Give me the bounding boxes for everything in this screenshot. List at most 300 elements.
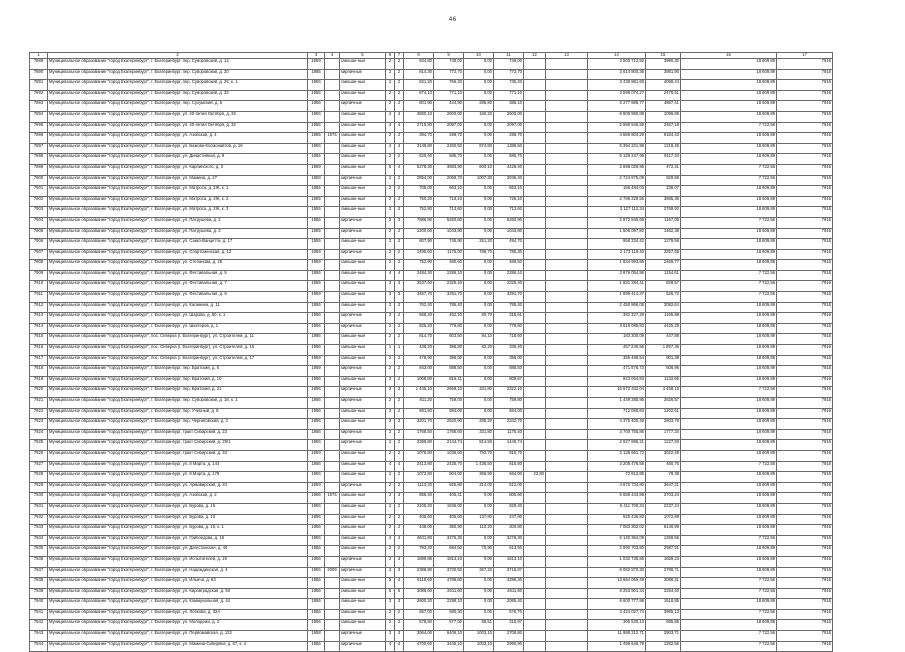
table-cell: 3	[386, 493, 395, 504]
table-cell	[524, 270, 546, 281]
table-cell: 2	[395, 429, 404, 440]
table-cell	[325, 207, 340, 218]
table-row	[30, 292, 833, 303]
table-cell: 2	[386, 133, 395, 144]
table-cell: 1955	[308, 207, 325, 218]
table-cell: 1959	[308, 175, 325, 186]
table-cell	[524, 239, 546, 250]
table-cell: 6140,99	[646, 525, 681, 536]
table-cell: 771,10	[434, 90, 464, 101]
table-cell: смешан-ные	[340, 450, 386, 461]
table-cell: кирпичные	[340, 387, 386, 398]
table-cell: 7 722,56	[681, 641, 777, 652]
table-cell: 745,90	[434, 239, 464, 250]
address-cell: Муниципальное образование "город Екатеринбург", г. Екатеринбург, ул. Патрушева, д. 3	[48, 228, 308, 239]
table-cell: 7907	[30, 249, 48, 260]
table-cell: 4	[395, 578, 404, 589]
table-cell: кирпичные	[340, 556, 386, 567]
table-cell: 600,10	[464, 164, 494, 175]
header-cell: 2	[48, 53, 308, 59]
table-cell: 2	[386, 546, 395, 557]
table-cell: 2	[395, 302, 404, 313]
table-cell: 3	[395, 631, 404, 642]
table-cell: 1956	[308, 609, 325, 620]
table-cell: кирпичные	[340, 641, 386, 652]
table-row	[30, 345, 833, 356]
header-cell: 10	[464, 53, 494, 59]
table-cell: 18 609,89	[681, 101, 777, 112]
table-cell: 705,00	[404, 186, 434, 197]
table-cell: 0,00	[464, 196, 494, 207]
table-cell: 7916	[777, 133, 833, 144]
table-cell	[546, 556, 588, 567]
table-cell: 5	[386, 164, 395, 175]
table-cell: 1386,50	[494, 143, 524, 154]
table-cell	[546, 217, 588, 228]
table-cell: 4	[395, 641, 404, 652]
table-cell: 2600,00	[494, 111, 524, 122]
table-cell: 2715,80	[404, 122, 434, 133]
table-cell: 0,00	[464, 376, 494, 387]
table-cell: 7930	[30, 493, 48, 504]
table-cell: 5	[395, 588, 404, 599]
table-cell	[546, 376, 588, 387]
table-cell: 2626,57	[646, 398, 681, 409]
table-cell: 444,90	[434, 101, 464, 112]
table-cell: 1518,85	[646, 599, 681, 610]
table-cell: 1446,74	[494, 440, 524, 451]
table-cell	[325, 641, 340, 652]
table-cell: 5278,30	[404, 164, 434, 175]
table-row	[30, 239, 833, 250]
address-cell: Муниципальное образование "город Екатеринбург", г. Екатеринбург, пер. Сухумский, д. 5	[48, 101, 308, 112]
table-cell	[524, 429, 546, 440]
table-cell	[325, 313, 340, 324]
table-cell: 7943	[30, 631, 48, 642]
address-cell: Муниципальное образование "город Екатеринбург", г. Екатеринбург, ул. Шарова, д. 50, к. 1	[48, 313, 308, 324]
address-cell: Муниципальное образование "город Екатеринбург", г. Екатеринбург, ул. Азовская, д. 2	[48, 493, 308, 504]
table-cell: 7908	[30, 260, 48, 271]
table-cell: 1956	[308, 313, 325, 324]
table-cell: 0,00	[464, 588, 494, 599]
table-cell: 494,70	[494, 239, 524, 250]
table-cell: 2286,10	[494, 270, 524, 281]
table-cell: 18 609,89	[681, 419, 777, 430]
table-cell: 576,70	[494, 609, 524, 620]
table-cell	[524, 90, 546, 101]
table-cell: 18 609,89	[681, 228, 777, 239]
table-cell: 7916	[777, 461, 833, 472]
table-cell: 1167,05	[646, 217, 681, 228]
table-cell: смешан-ные	[340, 281, 386, 292]
address-cell: Муниципальное образование "город Екатеринбург", г. Екатеринбург, пер. Суворовский, д. 26, к. 1	[48, 80, 308, 91]
table-cell	[546, 398, 588, 409]
table-cell: 1959	[308, 249, 325, 260]
table-cell: 7936	[30, 556, 48, 567]
table-cell: 3276,30	[494, 535, 524, 546]
table-cell: 18 609,89	[681, 260, 777, 271]
table-cell: 3	[395, 217, 404, 228]
table-cell: смешан-ные	[340, 355, 386, 366]
table-row	[30, 376, 833, 387]
table-cell: 958 334,42	[588, 239, 646, 250]
table-row	[30, 535, 833, 546]
table-cell	[325, 440, 340, 451]
table-cell: 578,80	[404, 620, 434, 631]
header-cell: 17	[777, 53, 833, 59]
table-cell: 7916	[777, 620, 833, 631]
table-cell	[546, 175, 588, 186]
table-cell: 7896	[30, 133, 48, 144]
table-cell: 2	[395, 503, 404, 514]
table-cell: 18 609,89	[681, 440, 777, 451]
table-cell	[524, 133, 546, 144]
table-cell: 1956	[308, 217, 325, 228]
table-cell: 7916	[777, 578, 833, 589]
table-cell: 4788,80	[434, 578, 464, 589]
table-cell: 785,40	[434, 302, 464, 313]
table-cell: 7 722,56	[681, 578, 777, 589]
table-cell	[325, 239, 340, 250]
table-cell: 1072,89	[646, 514, 681, 525]
table-cell: смешан-ные	[340, 154, 386, 165]
table-cell: 18 609,89	[681, 186, 777, 197]
table-cell: 2	[386, 313, 395, 324]
table-cell: 3730,50	[434, 567, 464, 578]
table-cell: 3	[386, 599, 395, 610]
table-cell: 16 672 342,04	[588, 387, 646, 398]
table-row	[30, 186, 833, 197]
table-cell: 756,20	[434, 80, 464, 91]
table-cell	[546, 90, 588, 101]
table-cell: 7916	[777, 334, 833, 345]
table-cell: 2	[386, 620, 395, 631]
table-row	[30, 313, 833, 324]
table-cell	[524, 302, 546, 313]
table-cell: 18 609,89	[681, 143, 777, 154]
table-cell: 1959	[308, 450, 325, 461]
table-cell: 1959	[308, 366, 325, 377]
table-cell: 7921	[30, 398, 48, 409]
table-cell: 2 872 845,68	[588, 217, 646, 228]
table-cell: 3990,30	[646, 59, 681, 70]
table-cell: 3	[386, 419, 395, 430]
address-cell: Муниципальное образование "город Екатеринбург", г. Екатеринбург, ул. Первомайская, д. 122	[48, 631, 308, 642]
table-cell: 7 722,56	[681, 631, 777, 642]
address-cell: Муниципальное образование "город Екатеринбург", г. Екатеринбург, ул. Армавирская, д. 24	[48, 482, 308, 493]
table-cell	[325, 599, 340, 610]
table-cell: 7916	[777, 80, 833, 91]
table-cell: 7916	[777, 398, 833, 409]
table-cell: 3981,90	[646, 69, 681, 80]
address-cell: Муниципальное образование "город Екатеринбург", г. Екатеринбург, ул. Коммунальная, д. 44	[48, 599, 308, 610]
table-cell: 1 506 097,80	[588, 228, 646, 239]
table-cell: 3	[386, 387, 395, 398]
table-cell: 7925	[30, 440, 48, 451]
table-cell: 80,70	[464, 313, 494, 324]
table-cell: 2	[395, 249, 404, 260]
table-row	[30, 641, 833, 652]
table-cell	[325, 323, 340, 334]
table-cell: 2	[395, 59, 404, 70]
table-cell: 5	[386, 588, 395, 599]
address-cell: Муниципальное образование "город Екатеринбург", г. Екатеринбург, тракт Сибирский, д. 33	[48, 450, 308, 461]
table-cell: 2	[386, 366, 395, 377]
table-cell: 2537,60	[404, 281, 434, 292]
table-cell: 18 609,89	[681, 408, 777, 419]
table-cell: 2	[386, 323, 395, 334]
table-row	[30, 355, 833, 366]
table-cell: 7926	[30, 450, 48, 461]
table-cell: 0,00	[464, 323, 494, 334]
table-cell: 1956	[308, 503, 325, 514]
table-cell: 4286,30	[494, 578, 524, 589]
table-cell: 7909	[30, 270, 48, 281]
address-cell: Муниципальное образование "город Екатеринбург", г. Екатеринбург, ул. Спортсменская, д. 13	[48, 249, 308, 260]
header-cell: 7	[395, 53, 404, 59]
table-cell: 7916	[777, 567, 833, 578]
table-cell: 1956	[308, 620, 325, 631]
table-cell: 331,80	[464, 429, 494, 440]
table-cell: 366,90	[464, 472, 494, 483]
address-cell: Муниципальное образование "город Екатеринбург", г. Екатеринбург, ул. Фестивальная, д. 7	[48, 281, 308, 292]
table-cell	[524, 281, 546, 292]
table-cell: 1495,50	[404, 249, 434, 260]
address-cell: Муниципальное образование "город Екатеринбург", г. Екатеринбург, ул. Матроса, д. 2Ж, к. 2	[48, 196, 308, 207]
table-cell	[524, 196, 546, 207]
table-cell: 7914	[30, 323, 48, 334]
table-cell: 2325,40	[494, 281, 524, 292]
table-cell: 405,41	[434, 493, 464, 504]
table-cell: 7916	[777, 355, 833, 366]
table-cell: 0,00	[464, 493, 494, 504]
table-cell: 18 609,89	[681, 493, 777, 504]
table-cell: 1007,30	[464, 175, 494, 186]
table-cell: кирпичные	[340, 567, 386, 578]
table-cell: 8 600 777,98	[588, 599, 646, 610]
table-cell: 1975	[325, 493, 340, 504]
table-cell: 7903	[30, 207, 48, 218]
table-cell	[524, 588, 546, 599]
table-cell	[325, 556, 340, 567]
table-cell: 7 722,56	[681, 461, 777, 472]
table-cell: 7916	[777, 631, 833, 642]
table-cell: 923 064,83	[588, 376, 646, 387]
table-cell: 805,60	[494, 493, 524, 504]
table-cell: 2	[386, 472, 395, 483]
table-cell: 1956	[308, 429, 325, 440]
table-cell	[546, 567, 588, 578]
table-cell	[524, 620, 546, 631]
table-cell: 0,00	[464, 408, 494, 419]
table-cell: 7901	[30, 186, 48, 197]
table-cell: 7916	[777, 239, 833, 250]
table-cell: 585,70	[494, 154, 524, 165]
table-cell	[524, 122, 546, 133]
table-cell: 2769,92	[646, 207, 681, 218]
table-cell: 7890	[30, 69, 48, 80]
table-cell: 4	[395, 122, 404, 133]
table-cell: 0,00	[464, 154, 494, 165]
table-cell: 695,86	[646, 620, 681, 631]
address-cell: Муниципальное образование "город Екатеринбург", г. Екатеринбург, ул. Молодежи, д. 2	[48, 620, 308, 631]
table-cell: 4631,80	[404, 535, 434, 546]
table-cell: 7916	[777, 186, 833, 197]
table-cell	[524, 345, 546, 356]
table-cell: 1956	[308, 514, 325, 525]
address-cell: Муниципальное образование "город Екатеринбург", пос. Северка (г. Екатеринбург), ул. Строителей, д. 11	[48, 334, 308, 345]
table-cell	[325, 260, 340, 271]
table-row	[30, 154, 833, 165]
table-cell: 3082,64	[646, 302, 681, 313]
table-cell: 821,20	[404, 80, 434, 91]
table-cell: 1955	[308, 186, 325, 197]
table-cell: смешан-ные	[340, 525, 386, 536]
table-cell: 7 083 302,02	[588, 525, 646, 536]
table-row	[30, 450, 833, 461]
table-cell: 3718,87	[494, 567, 524, 578]
table-cell	[524, 567, 546, 578]
table-cell: 1068,80	[404, 376, 434, 387]
address-cell: Муниципальное образование "город Екатеринбург", г. Екатеринбург, ул. Сакко-Ванцетти, д. 17	[48, 239, 308, 250]
table-cell: 3	[386, 567, 395, 578]
table-cell	[325, 111, 340, 122]
table-cell	[325, 122, 340, 133]
table-cell	[325, 472, 340, 483]
table-cell	[524, 482, 546, 493]
table-cell: 526,72	[646, 292, 681, 303]
table-cell: 7 722,56	[681, 588, 777, 599]
table-cell	[325, 482, 340, 493]
table-cell: смешан-ные	[340, 419, 386, 430]
table-cell: 1 445,10	[404, 387, 434, 398]
table-cell	[325, 175, 340, 186]
table-cell: 1959	[308, 292, 325, 303]
table-cell: 3	[395, 281, 404, 292]
table-row	[30, 143, 833, 154]
table-cell: 0,00	[464, 217, 494, 228]
table-cell: 0,00	[464, 59, 494, 70]
table-cell: 1266,55	[646, 535, 681, 546]
table-cell: 815,80	[494, 461, 524, 472]
table-cell: 315,97	[494, 620, 524, 631]
table-cell: 0,00	[464, 355, 494, 366]
table-cell: 1959	[308, 482, 325, 493]
table-cell	[524, 249, 546, 260]
table-cell: 718,60	[494, 334, 524, 345]
table-cell: 1956	[308, 461, 325, 472]
table-cell: 1 834 993,86	[588, 260, 646, 271]
table-cell: 7938	[30, 578, 48, 589]
table-cell: 1076,80	[404, 450, 434, 461]
table-cell: 5 129 247,99	[588, 154, 646, 165]
table-cell: 7906	[30, 239, 48, 250]
table-cell	[524, 228, 546, 239]
table-cell: 1956	[308, 419, 325, 430]
table-cell: 1956	[308, 567, 325, 578]
table-cell: 829,59	[646, 175, 681, 186]
table-cell	[546, 641, 588, 652]
table-cell: 7916	[777, 281, 833, 292]
table-cell: 7900	[30, 175, 48, 186]
table-cell: 0,00	[464, 302, 494, 313]
table-cell: 3 598 074,27	[588, 90, 646, 101]
address-cell: Муниципальное образование "город Екатеринбург", г. Екатеринбург, ул. Династийная, д. 9	[48, 154, 308, 165]
table-cell: смешан-ные	[340, 133, 386, 144]
table-cell: 7916	[777, 111, 833, 122]
header-cell: 5	[340, 53, 386, 59]
table-cell: 1985	[308, 133, 325, 144]
table-cell: 2 698 028,96	[588, 164, 646, 175]
table-cell: 2144,74	[434, 440, 464, 451]
table-cell	[546, 334, 588, 345]
table-cell: 2286,10	[434, 270, 464, 281]
table-cell: 2325,40	[434, 281, 464, 292]
table-cell	[524, 525, 546, 536]
table-cell: 4	[395, 461, 404, 472]
table-cell: 1956	[308, 408, 325, 419]
address-cell: Муниципальное образование "город Екатеринбург", г. Екатеринбург, ул. Фестивальная, д. 5	[48, 270, 308, 281]
table-cell: 6406,10	[434, 631, 464, 642]
table-cell: 620,40	[404, 154, 434, 165]
header-cell: 15	[646, 53, 681, 59]
table-cell: 771,10	[494, 90, 524, 101]
table-cell: 7939	[30, 588, 48, 599]
table-cell	[546, 249, 588, 260]
table-cell: смешан-ные	[340, 588, 386, 599]
table-cell: 2425,70	[434, 461, 464, 472]
table-cell	[325, 609, 340, 620]
address-cell: Муниципальное образование "город Екатеринбург", г. Екатеринбург, пер. Суворовский, д. 18, к. 1	[48, 398, 308, 409]
table-cell: 7 722,56	[681, 270, 777, 281]
table-cell	[325, 461, 340, 472]
table-cell	[325, 376, 340, 387]
table-cell: 874,10	[404, 90, 434, 101]
table-cell: 1536,00	[434, 503, 464, 514]
address-cell: Муниципальное образование "город Екатеринбург", г. Екатеринбург, пер. Братский, д. 10	[48, 376, 308, 387]
table-cell: 7916	[777, 535, 833, 546]
table-cell	[546, 461, 588, 472]
table-cell: 0,00	[464, 398, 494, 409]
address-cell: Муниципальное образование "город Екатеринбург", г. Екатеринбург, пер. Суворовский, д. 14	[48, 59, 308, 70]
table-cell	[325, 429, 340, 440]
table-row	[30, 270, 833, 281]
table-cell: 156 484,03	[588, 186, 646, 197]
table-cell: 160,20	[464, 111, 494, 122]
table-cell: 7916	[777, 228, 833, 239]
table-cell	[546, 207, 588, 218]
table-cell: 1956	[308, 578, 325, 589]
table-cell: 7923	[30, 419, 48, 430]
table-cell: 4 569 804,29	[588, 133, 646, 144]
table-cell	[546, 503, 588, 514]
table-cell: 438,00	[404, 525, 434, 536]
table-cell: 5 394 221,98	[588, 143, 646, 154]
table-cell: 7916	[777, 366, 833, 377]
table-cell: 295,20	[464, 419, 494, 430]
table-cell: 0,00	[464, 599, 494, 610]
table-cell: 18 609,89	[681, 302, 777, 313]
table-cell: 7916	[777, 472, 833, 483]
table-row	[30, 609, 833, 620]
table-cell: 7940	[30, 599, 48, 610]
table-row	[30, 556, 833, 567]
table-cell: 3064,00	[404, 631, 434, 642]
table-cell	[546, 525, 588, 536]
table-cell: 18 609,89	[681, 80, 777, 91]
table-cell: 7924	[30, 429, 48, 440]
table-cell: 801,90	[404, 101, 434, 112]
